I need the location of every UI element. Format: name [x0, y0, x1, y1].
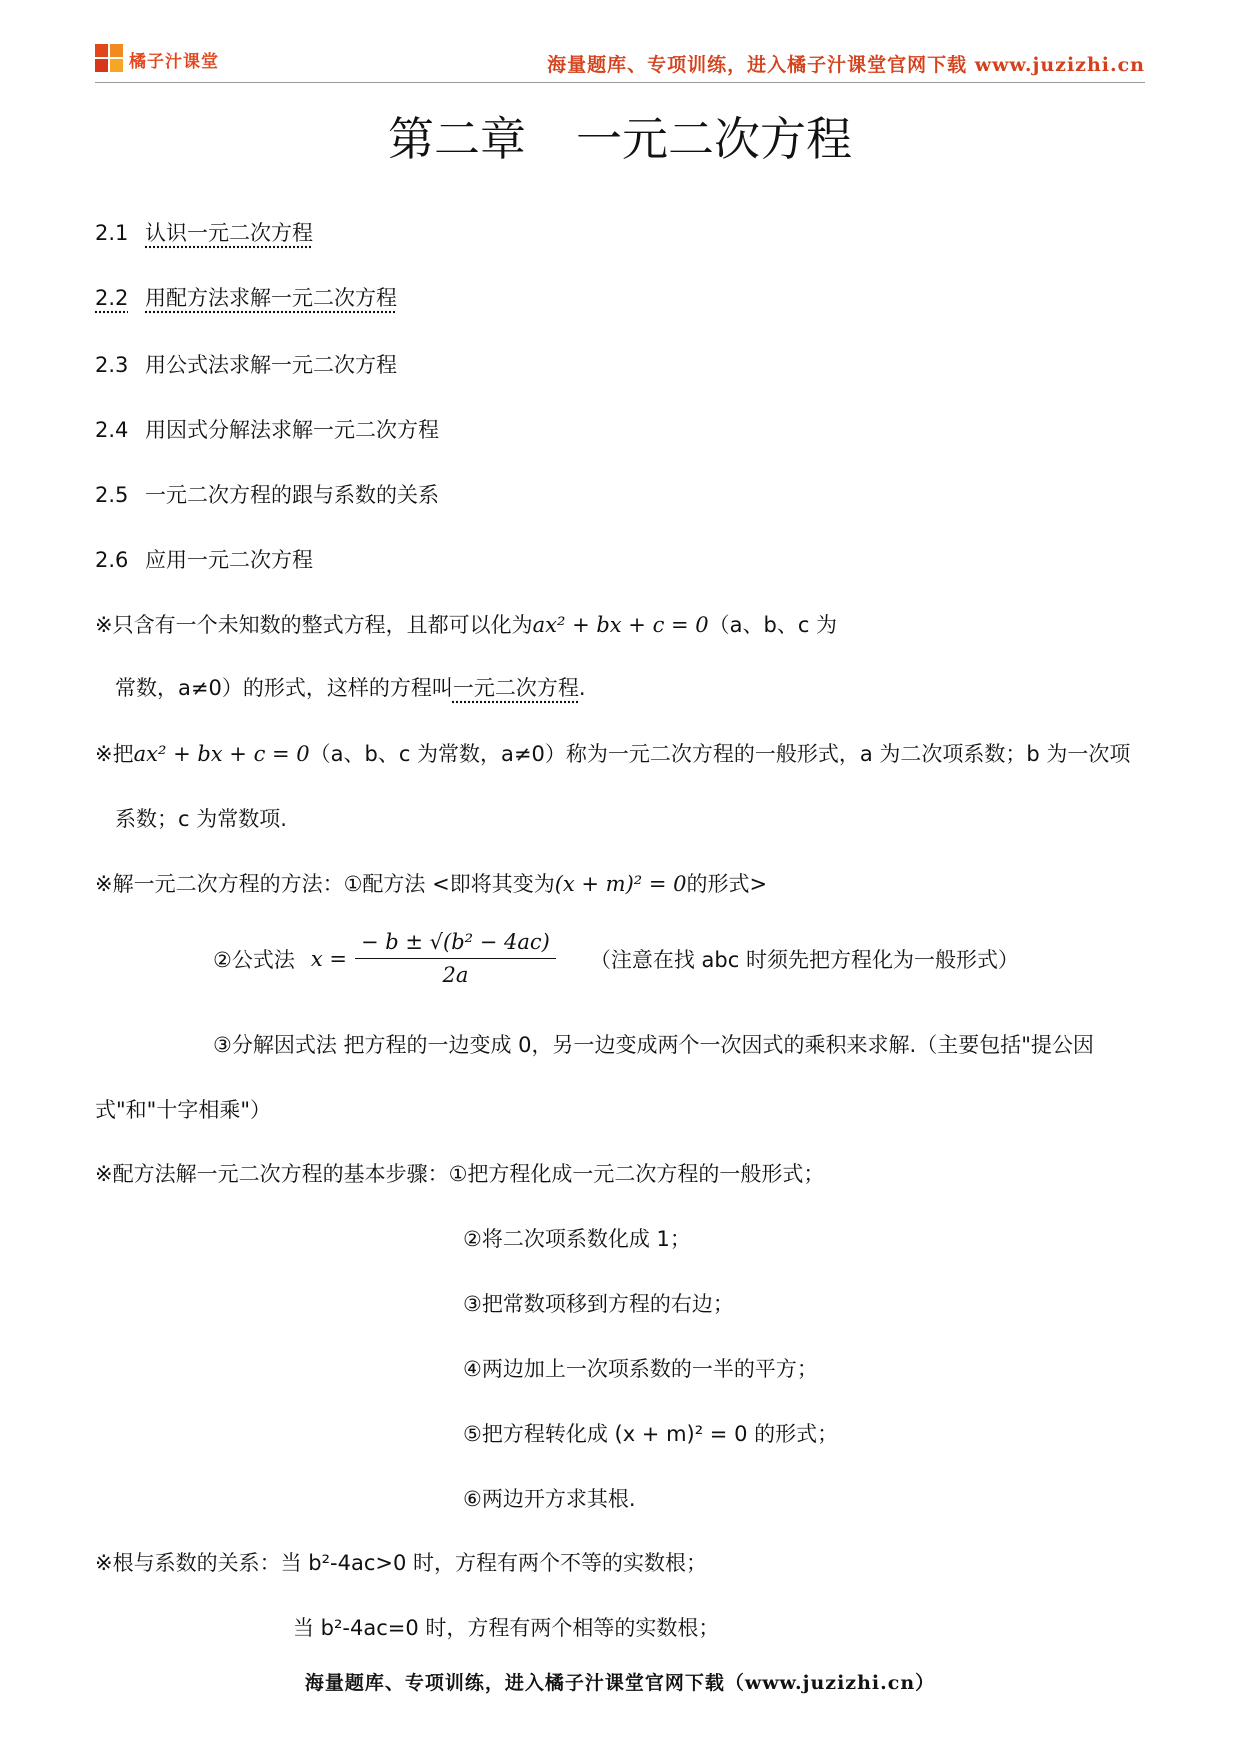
logo-icon	[95, 44, 125, 74]
chapter-number: 第二章	[388, 112, 526, 166]
step-item: ③把常数项移到方程的右边；	[463, 1292, 734, 1316]
formula-label: ②公式法	[213, 947, 295, 972]
definition-line-1: ※只含有一个未知数的整式方程，且都可以化为ax² + bx + c = 0（a、b、c 为	[95, 613, 838, 637]
logo-text: 橘子汁课堂	[129, 51, 219, 72]
toc-item-2-6: 2.6 应用一元二次方程	[95, 548, 313, 572]
methods-intro: ※解一元二次方程的方法：①配方法 <即将其变为(x + m)² = 0的形式>	[95, 872, 768, 896]
general-equation: ax² + bx + c = 0	[532, 613, 709, 637]
steps-intro: ※配方法解一元二次方程的基本步骤：①把方程化成一元二次方程的一般形式；	[95, 1162, 825, 1186]
logo	[95, 44, 219, 74]
roots-relation-line-1: ※根与系数的关系：当 b²-4ac>0 时，方程有两个不等的实数根；	[95, 1551, 708, 1575]
definition-term: 一元二次方程	[452, 676, 579, 700]
toc-item-2-2: 2.2 用配方法求解一元二次方程	[95, 286, 397, 310]
formula-note: （注意在找 abc 时须先把方程化为一般形式）	[589, 947, 1019, 972]
factor-method-line-1: ③分解因式法 把方程的一边变成 0，另一边变成两个一次因式的乘积来求解.（主要包括"提公因	[213, 1033, 1094, 1057]
formula-lhs: x =	[310, 946, 347, 971]
page-title	[0, 103, 1240, 169]
general-form-line-1: ※把ax² + bx + c = 0（a、b、c 为常数，a≠0）称为一元二次方程的一般形式，a 为二次项系数；b 为一次项	[95, 742, 1131, 766]
page-footer: 海量题库、专项训练，进入橘子汁课堂官网下载（www.juzizhi.cn）	[304, 1672, 936, 1694]
toc-item-2-5: 2.5 一元二次方程的跟与系数的关系	[95, 483, 439, 507]
header-slogan: 海量题库、专项训练，进入橘子汁课堂官网下载 www.juzizhi.cn	[547, 54, 1145, 76]
definition-line-2: 常数，a≠0）的形式，这样的方程叫一元二次方程.	[115, 676, 586, 700]
quadratic-formula	[355, 930, 556, 987]
quadratic-formula-row	[213, 930, 1019, 987]
toc-item-2-1: 2.1 认识一元二次方程	[95, 221, 313, 245]
chapter-name: 一元二次方程	[576, 112, 852, 166]
roots-relation-line-2: 当 b²-4ac=0 时，方程有两个相等的实数根；	[293, 1616, 720, 1640]
toc-item-2-4: 2.4 用因式分解法求解一元二次方程	[95, 418, 439, 442]
page-header	[95, 42, 1145, 83]
formula-numerator: − b ± √(b² − 4ac)	[355, 930, 556, 959]
step-item: ②将二次项系数化成 1；	[463, 1227, 691, 1251]
general-form-line-2: 系数；c 为常数项.	[115, 807, 287, 831]
step-item: ⑤把方程转化成 (x + m)² = 0 的形式；	[463, 1422, 839, 1446]
step-item: ⑥两边开方求其根.	[463, 1487, 636, 1511]
factor-method-line-2: 式"和"十字相乘"）	[95, 1098, 271, 1122]
formula-denominator: 2a	[442, 963, 469, 987]
step-item: ④两边加上一次项系数的一半的平方；	[463, 1357, 818, 1381]
toc-item-2-3: 2.3 用公式法求解一元二次方程	[95, 353, 397, 377]
